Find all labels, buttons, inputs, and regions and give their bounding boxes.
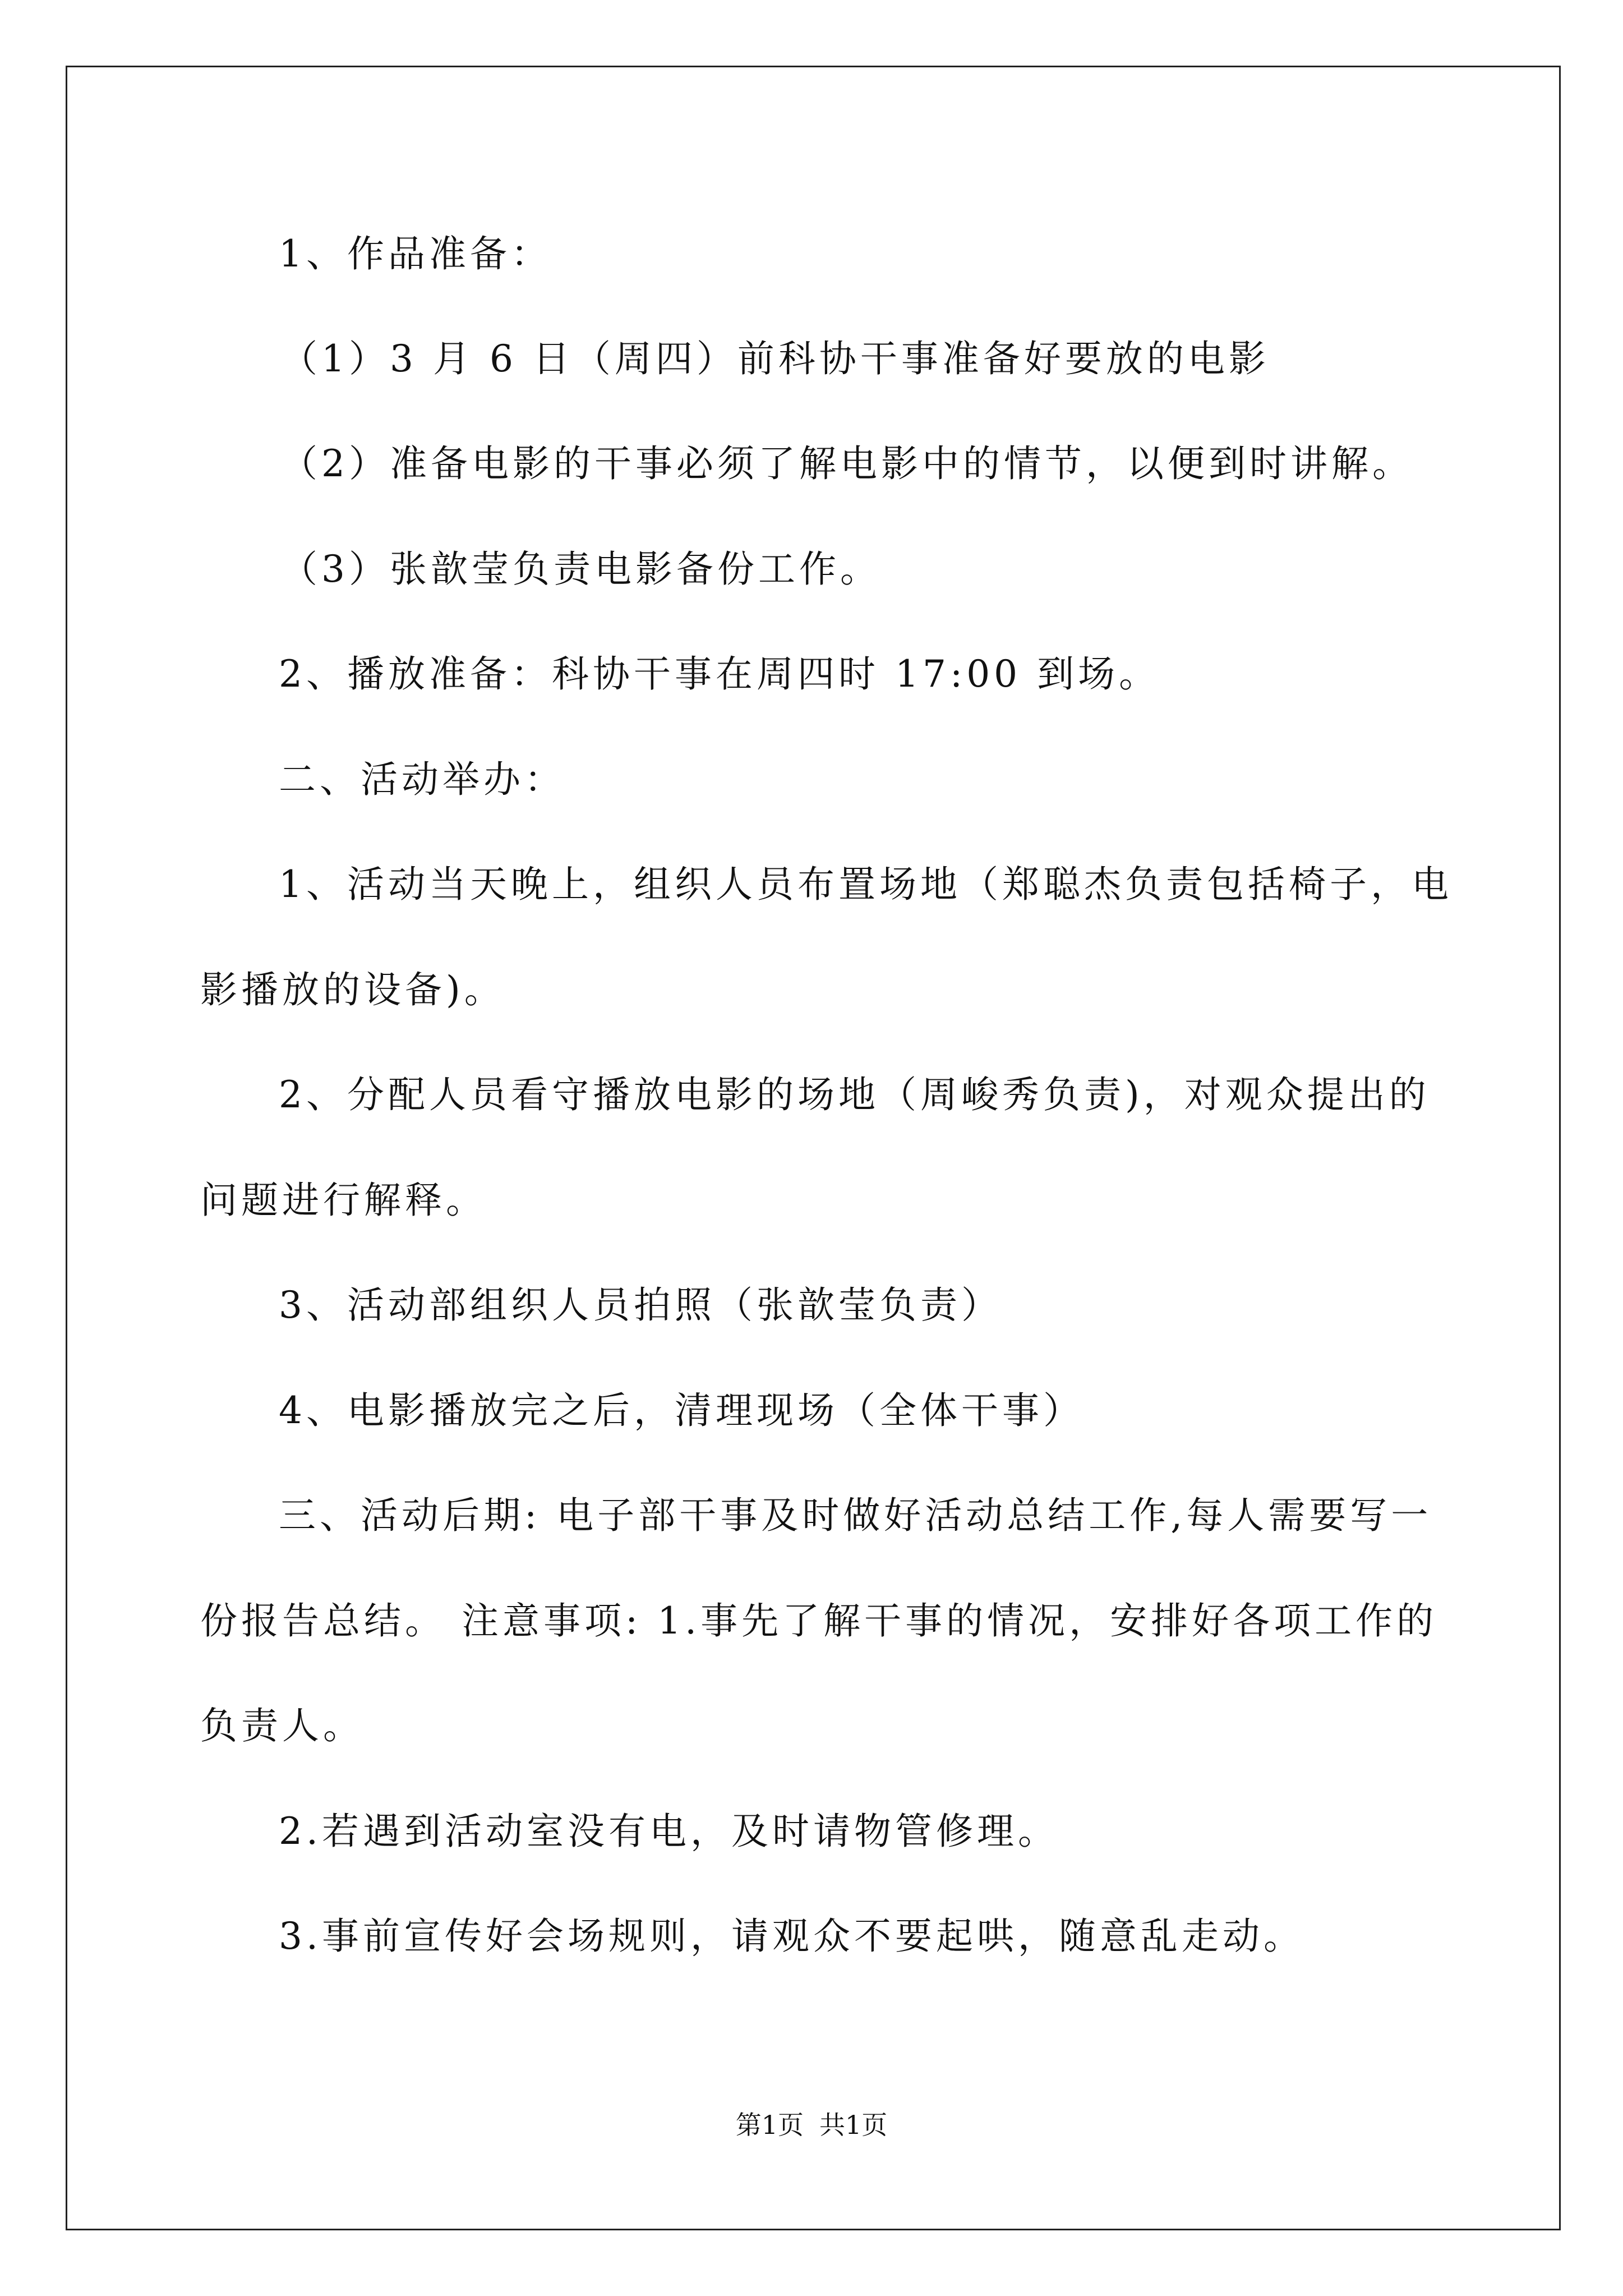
line-7: 1、活动当天晚上，组织人员布置场地（郑聪杰负责包括椅子，电 bbox=[279, 863, 1453, 906]
line-3: （2）准备电影的干事必须了解电影中的情节，以便到时讲解。 bbox=[280, 442, 1413, 485]
line-17: 3.事前宣传好会场规则，请观众不要起哄，随意乱走动。 bbox=[279, 1915, 1304, 1958]
line-14: 份报告总结。 注意事项: 1.事先了解干事的情况，安排好各项工作的 bbox=[200, 1599, 1438, 1642]
line-12: 4、电影播放完之后，清理现场（全体干事） bbox=[279, 1389, 1084, 1432]
line-15: 负责人。 bbox=[200, 1704, 364, 1747]
line-2: （1）3 月 6 日（周四）前科协干事准备好要放的电影 bbox=[280, 337, 1270, 380]
line-16: 2.若遇到活动室没有电，及时请物管修理。 bbox=[279, 1810, 1059, 1853]
line-13: 三、活动后期: 电子部干事及时做好活动总结工作,每人需要写一 bbox=[279, 1494, 1432, 1537]
line-10: 问题进行解释。 bbox=[200, 1179, 487, 1222]
line-4: （3）张歆莹负责电影备份工作。 bbox=[280, 547, 881, 591]
line-1: 1、作品准备： bbox=[279, 232, 552, 275]
page-number: 第1页 bbox=[735, 2110, 804, 2140]
line-6: 二、活动举办： bbox=[279, 758, 565, 801]
line-9: 2、分配人员看守播放电影的场地（周峻秀负责)，对观众提出的 bbox=[279, 1073, 1430, 1116]
page-footer bbox=[0, 2109, 1623, 2141]
line-5: 2、播放准备：科协干事在周四时 17:00 到场。 bbox=[279, 652, 1160, 696]
line-11: 3、活动部组织人员拍照（张歆莹负责） bbox=[279, 1283, 1002, 1327]
line-8: 影播放的设备)。 bbox=[200, 968, 505, 1011]
page-total: 共1页 bbox=[819, 2110, 888, 2140]
page-border bbox=[66, 66, 1561, 2230]
